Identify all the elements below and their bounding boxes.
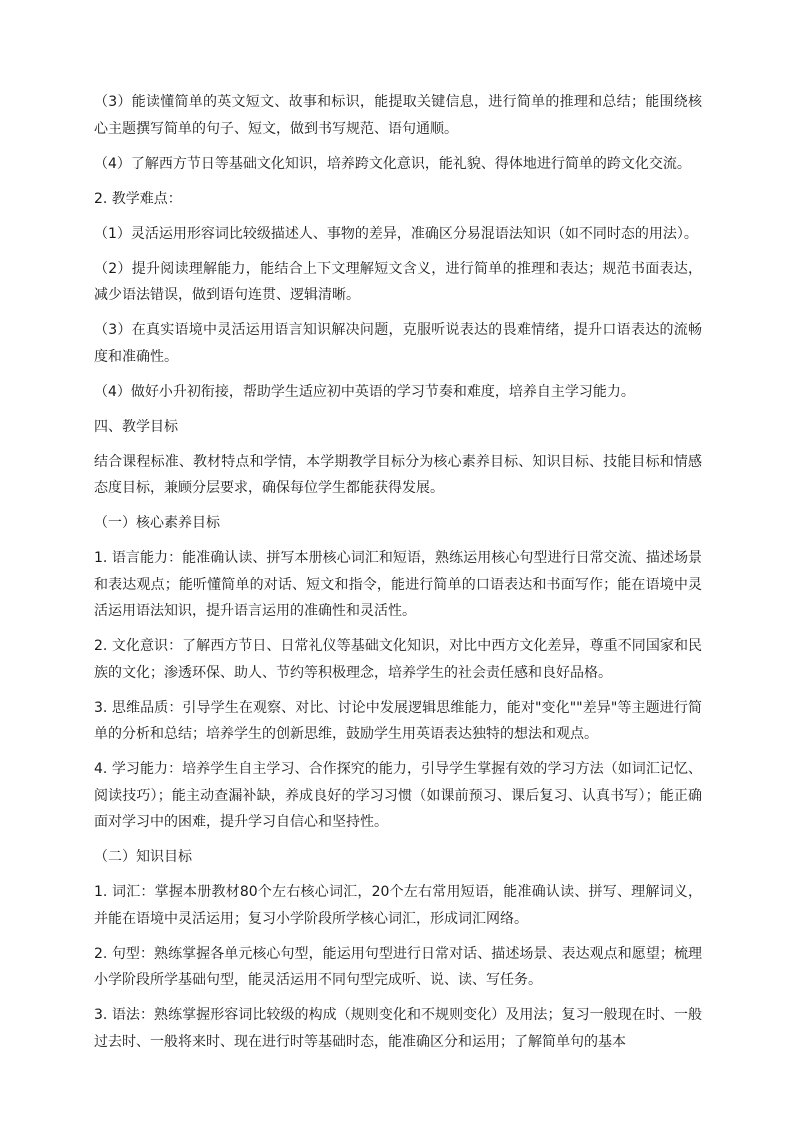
heading-core-literacy-objectives: （一）核心素养目标 [94, 515, 220, 531]
paragraph-language-ability: 1. 语言能力：能准确认读、拼写本册核心词汇和短语，熟练运用核心句型进行日常交流、描述场景和表达观点；能听懂简单的对话、短文和指令，能进行简单的口语表达和书面写作；能在语境中灵活运用语法知识，提升语言运用的准确性和灵活性。 [94, 550, 702, 619]
heading-knowledge-objectives: （二）知识目标 [94, 849, 192, 865]
paragraph-difficulty-1: （1）灵活运用形容词比较级描述人、事物的差异，准确区分易混语法知识（如不同时态的用法）。 [94, 225, 698, 242]
heading-teaching-objectives: 四、教学目标 [94, 418, 178, 435]
paragraph-grammar: 3. 语法：熟练掌握形容词比较级的构成（规则变化和不规则变化）及用法；复习一般现在时、一般过去时、一般将来时、现在进行时等基础时态，能准确区分和运用；了解简单句的基本 [94, 1007, 702, 1050]
paragraph-thinking-quality: 3. 思维品质：引导学生在观察、对比、讨论中发展逻辑思维能力，能对"变化""差异"等主题进行简单的分析和总结；培养学生的创新思维，鼓励学生用英语表达独特的想法和观点。 [94, 699, 702, 742]
paragraph-difficulty-3: （3）在真实语境中灵活运用语言知识解决问题，克服听说表达的畏难情绪，提升口语表达的流畅度和准确性。 [94, 322, 702, 365]
paragraph-difficulty-2: （2）提升阅读理解能力，能结合上下文理解短文含义，进行简单的推理和表达；规范书面表达，减少语法错误，做到语句连贯、逻辑清晰。 [94, 260, 702, 303]
document-body [94, 89, 702, 1064]
paragraph-objective-reading-writing: （3）能读懂简单的英文短文、故事和标识，能提取关键信息，进行简单的推理和总结；能围绕核心主题撰写简单的句子、短文，做到书写规范、语句通顺。 [94, 94, 702, 137]
paragraph-objectives-intro: 结合课程标准、教材特点和学情，本学期教学目标分为核心素养目标、知识目标、技能目标和情感态度目标，兼顾分层要求，确保每位学生都能获得发展。 [94, 453, 702, 496]
paragraph-difficulty-4: （4）做好小升初衔接，帮助学生适应初中英语的学习节奏和难度，培养自主学习能力。 [94, 383, 635, 400]
paragraph-objective-culture: （4）了解西方节日等基础文化知识，培养跨文化意识，能礼貌、得体地进行简单的跨文化交流。 [94, 155, 691, 172]
paragraph-sentence-patterns: 2. 句型：熟练掌握各单元核心句型，能运用句型进行日常对话、描述场景、表达观点和愿望；梳理小学阶段所学基础句型，能灵活运用不同句型完成听、说、读、写任务。 [94, 945, 702, 988]
paragraph-cultural-awareness: 2. 文化意识：了解西方节日、日常礼仪等基础文化知识，对比中西方文化差异，尊重不同国家和民族的文化；渗透环保、助人、节约等积极理念，培养学生的社会责任感和良好品格。 [94, 638, 702, 681]
heading-teaching-difficulties: 2. 教学难点： [94, 190, 182, 207]
paragraph-learning-ability: 4. 学习能力：培养学生自主学习、合作探究的能力，引导学生掌握有效的学习方法（如词汇记忆、阅读技巧）；能主动查漏补缺，养成良好的学习习惯（如课前预习、课后复习、认真书写）；能正确面对学习中的困难，提升学习自信心和坚持性。 [94, 761, 702, 830]
paragraph-vocabulary: 1. 词汇：掌握本册教材80个左右核心词汇，20个左右常用短语，能准确认读、拼写、理解词义，并能在语境中灵活运用；复习小学阶段所学核心词汇，形成词汇网络。 [94, 884, 702, 927]
